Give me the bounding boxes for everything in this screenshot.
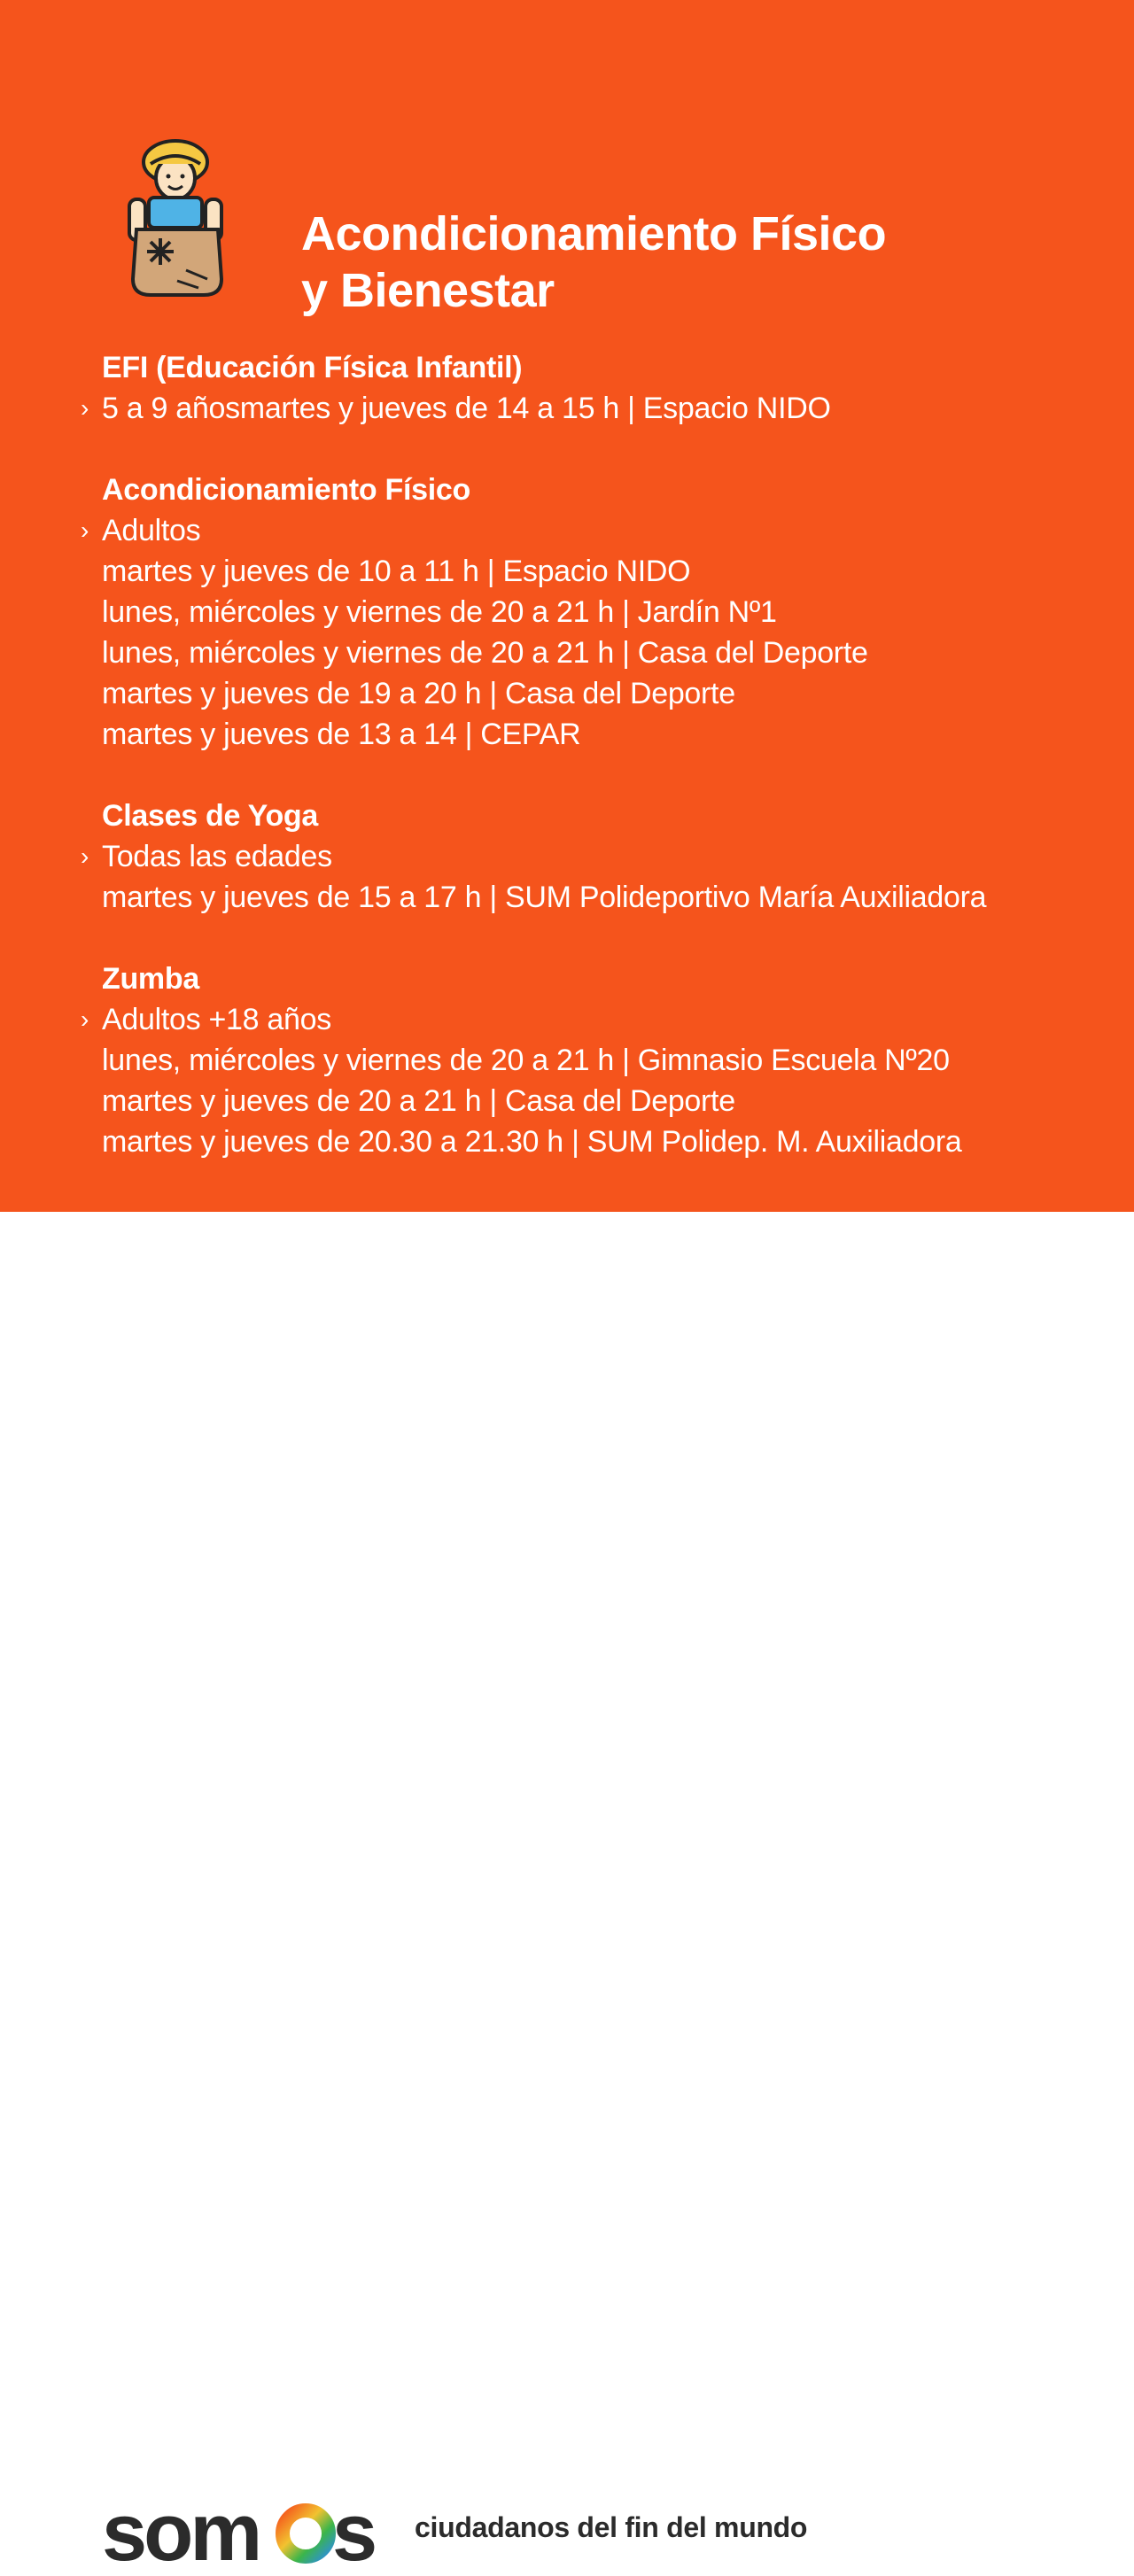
schedule-line: martes y jueves de 10 a 11 h | Espacio NIDO xyxy=(102,555,691,588)
group-label: 5 a 9 añosmartes y jueves de 14 a 15 h | Espacio NIDO xyxy=(102,392,831,425)
svg-text:s: s xyxy=(332,2487,378,2576)
section-title: EFI (Educación Física Infantil) xyxy=(102,351,523,384)
schedule-line: martes y jueves de 20.30 a 21.30 h | SUM Polidep. M. Auxiliadora xyxy=(102,1125,962,1159)
chevron-right-icon: › xyxy=(81,516,89,544)
group-row xyxy=(81,510,1121,551)
group-label: Adultos +18 años xyxy=(102,1003,331,1036)
schedule-sections xyxy=(81,347,1121,1203)
group-row xyxy=(81,388,1121,429)
schedule-line: martes y jueves de 13 a 14 | CEPAR xyxy=(102,718,581,751)
tagline: ciudadanos del fin del mundo xyxy=(415,2511,808,2543)
page-title xyxy=(301,206,886,319)
section-yoga xyxy=(81,795,1121,918)
schedule-line: lunes, miércoles y viernes de 20 a 21 h | Gimnasio Escuela Nº20 xyxy=(102,1044,950,1077)
schedule-line: martes y jueves de 19 a 20 h | Casa del Deporte xyxy=(102,677,735,710)
group-row xyxy=(81,999,1121,1040)
title-line-2: y Bienestar xyxy=(301,264,555,317)
child-in-sack-icon xyxy=(124,137,230,306)
chevron-right-icon: › xyxy=(81,394,89,422)
section-acondicionamiento xyxy=(81,469,1121,755)
somos-logo xyxy=(102,2487,394,2576)
section-title: Zumba xyxy=(102,962,199,996)
schedule-line: lunes, miércoles y viernes de 20 a 21 h | Casa del Deporte xyxy=(102,636,868,670)
chevron-right-icon: › xyxy=(81,842,89,870)
schedule-line: martes y jueves de 15 a 17 h | SUM Polideportivo María Auxiliadora xyxy=(102,881,987,914)
schedule-line: martes y jueves de 20 a 21 h | Casa del Deporte xyxy=(102,1084,735,1118)
group-label: Todas las edades xyxy=(102,840,332,873)
section-title: Clases de Yoga xyxy=(102,799,318,833)
section-title: Acondicionamiento Físico xyxy=(102,473,470,507)
group-row xyxy=(81,836,1121,877)
section-zumba xyxy=(81,958,1121,1162)
svg-text:som: som xyxy=(102,2487,260,2576)
footer xyxy=(0,1212,1134,2576)
group-label: Adultos xyxy=(102,514,201,547)
title-line-1: Acondicionamiento Físico xyxy=(301,207,887,260)
schedule-line: lunes, miércoles y viernes de 20 a 21 h | Jardín Nº1 xyxy=(102,595,777,629)
orange-panel xyxy=(0,0,1134,1212)
chevron-right-icon: › xyxy=(81,1005,89,1033)
section-efi xyxy=(81,347,1121,429)
